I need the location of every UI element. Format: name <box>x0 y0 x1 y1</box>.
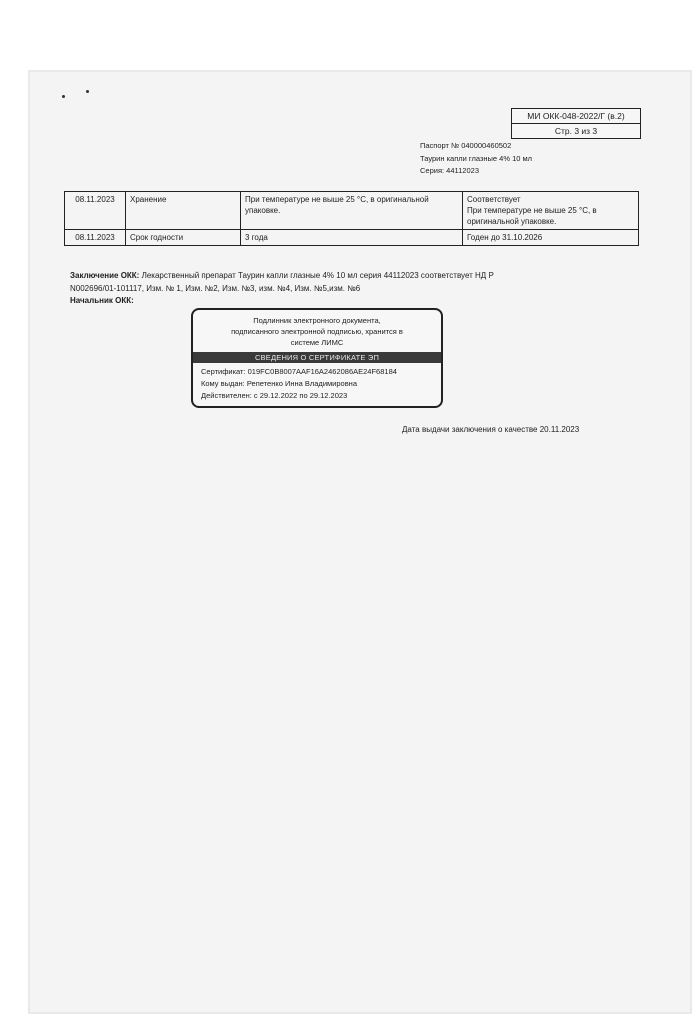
row-date: 08.11.2023 <box>65 192 126 230</box>
stamp-line: подписанного электронной подписью, хранится в <box>231 327 403 336</box>
document-code: МИ ОКК-048-2022/Г (в.2) <box>512 109 640 124</box>
row-indicator: Срок годности <box>126 230 241 246</box>
certificate-owner: Кому выдан: Репетенко Инна Владимировна <box>201 379 357 388</box>
conclusion-label: Заключение ОКК: <box>70 271 140 280</box>
e-signature-stamp <box>191 308 443 408</box>
issue-date: Дата выдачи заключения о качестве 20.11.2023 <box>402 425 580 434</box>
conclusion-text <box>70 270 510 295</box>
scan-speck <box>86 90 89 93</box>
stamp-header <box>193 310 441 348</box>
row-result <box>463 230 639 246</box>
row-indicator: Хранение <box>126 192 241 230</box>
table-row <box>65 192 639 230</box>
stamp-line: Подлинник электронного документа, <box>253 316 381 325</box>
stamp-line: системе ЛИМС <box>290 338 344 347</box>
conclusion-body: Лекарственный препарат Таурин капли глазные 4% 10 мл серия 44112023 соответствует НД Р N002696/01-101117, Изм. № 1, Изм. №2, Изм. №3, изм. №4, Изм. №5,изм. №6 <box>70 271 494 293</box>
passport-block <box>420 140 532 178</box>
scan-speck <box>62 95 65 98</box>
table-row <box>65 230 639 246</box>
result-status: Годен до 31.10.2026 <box>467 233 543 242</box>
certificate-bar: СВЕДЕНИЯ О СЕРТИФИКАТЕ ЭП <box>193 352 441 363</box>
passport-number: Паспорт № 040000460502 <box>420 141 512 150</box>
product-name: Таурин капли глазные 4% 10 мл <box>420 153 533 163</box>
certificate-id: Сертификат: 019FC0B8007AAF16A2462086AE24F68184 <box>201 367 397 376</box>
row-requirement: При температуре не выше 25 °С, в оригинальной упаковке. <box>241 192 463 230</box>
result-detail: При температуре не выше 25 °С, в оригинальной упаковке. <box>467 206 597 226</box>
results-table <box>64 191 639 246</box>
head-of-qc-label: Начальник ОКК: <box>70 296 134 305</box>
row-result <box>463 192 639 230</box>
series-number: Серия: 44112023 <box>420 166 479 175</box>
certificate-validity: Действителен: с 29.12.2022 по 29.12.2023 <box>201 391 348 400</box>
page-number: Стр. 3 из 3 <box>554 126 598 136</box>
result-status: Соответствует <box>467 195 521 204</box>
row-date: 08.11.2023 <box>65 230 126 246</box>
row-requirement: 3 года <box>241 230 463 246</box>
document-code-box <box>511 108 641 139</box>
conclusion-block <box>70 270 510 308</box>
